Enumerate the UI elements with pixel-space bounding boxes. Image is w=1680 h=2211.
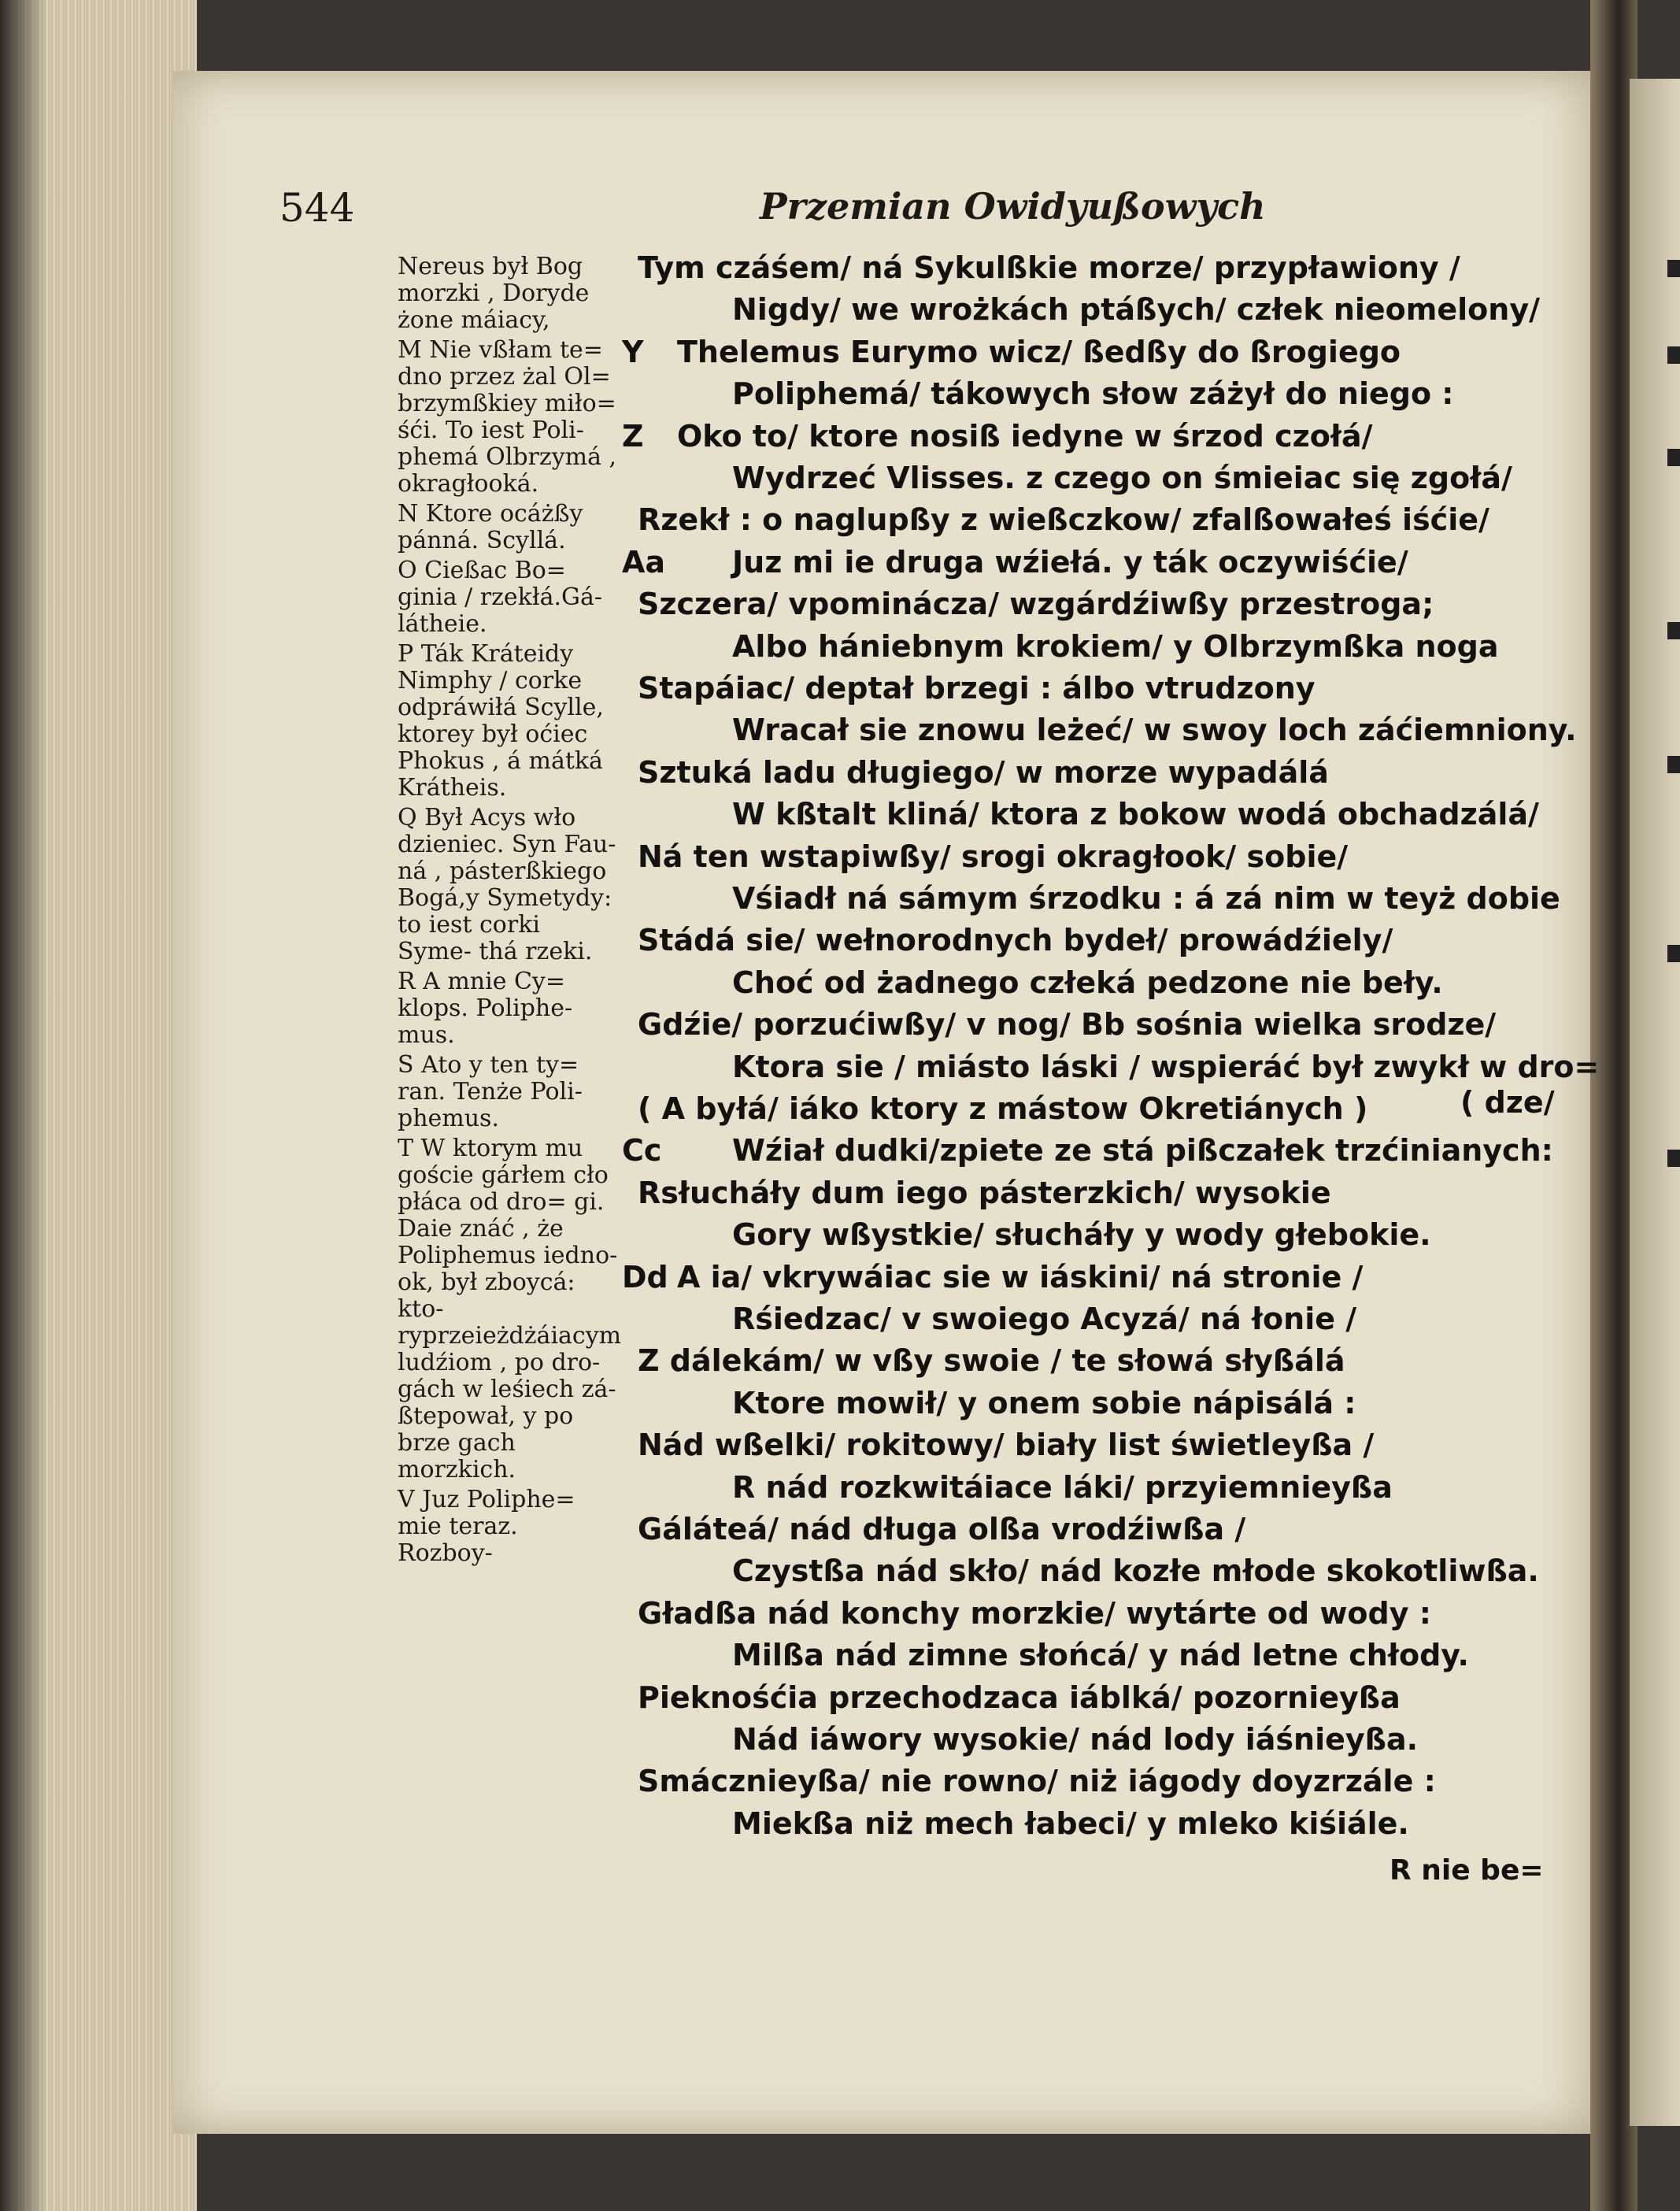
- verse-line: Wydrzeć Vlisses. z czego on śmieiac się zgołá/: [732, 461, 1512, 495]
- verse-line: Albo hániebnym krokiem/ y Olbrzymßka noga: [732, 629, 1499, 664]
- verse-line: Nigdy/ we wrożkách ptáßych/ człek nieomelony/: [732, 292, 1540, 327]
- verse-line: ( A byłá/ iáko ktory z mástow Okretiánych ): [638, 1091, 1368, 1126]
- gloss-note: S Ato y ten ty= ran. Tenże Poli- phemus.: [398, 1051, 583, 1132]
- verse-line: Stapáiac/ deptał brzegi : álbo vtrudzony: [638, 671, 1316, 706]
- verse-line: Rzekł : o naglupßy z wießczkow/ zfalßowałeś iśćie/: [638, 502, 1489, 537]
- page-number: 544: [279, 185, 355, 231]
- verse-line: Rśiedzac/ v swoiego Acyzá/ ná łonie /: [732, 1302, 1357, 1336]
- verse-marginal-letter: Dd: [622, 1260, 668, 1294]
- verse-marginal-letter: Z: [622, 419, 644, 454]
- gloss-note: T W ktorym mu goście gárłem cło płáca od dro= gi. Daie znáć , że Poliphemus iedno- ok, był zboycá: kto- ryprzeieżdżáiacym ludźiom , po dro- gách w leśiech zá- ßtepował, y po brze gach morzkich.: [398, 1135, 622, 1483]
- verse-line: Gładßa nád konchy morzkie/ wytárte od wody :: [638, 1596, 1431, 1631]
- gloss-note: V Juz Poliphe= mie teraz. Rozboy-: [398, 1486, 575, 1567]
- verse-line: R nád rozkwitáiace láki/ przyiemnieyßa: [732, 1470, 1393, 1505]
- verse-line: Choć od żadnego człeká pedzone nie beły.: [732, 965, 1443, 1000]
- verse-line: Czystßa nád skło/ nád kozłe młode skokotliwßa.: [732, 1554, 1539, 1588]
- verse-line: Z dálekám/ w vßy swoie / te słowá słyßálá: [638, 1343, 1345, 1378]
- page-shadow: [0, 0, 47, 2211]
- verse-line: Pieknośćia przechodzaca iáblká/ pozornieyßa: [638, 1680, 1401, 1715]
- gloss-note: Q Był Acys wło dzieniec. Syn Fau- ná , pásterßkiego Bogá,y Symetydy: to iest corki Syme- thá rzeki.: [398, 804, 616, 965]
- verse-line: Wracał sie znowu leżeć/ w swoy loch záćiemniony.: [732, 713, 1577, 747]
- verse-line: Oko to/ ktore nosiß iedyne w śrzod czołá/: [677, 419, 1373, 454]
- gloss-note: R A mnie Cy= klops. Poliphe- mus.: [398, 968, 573, 1049]
- gloss-note: P Ták Kráteidy Nimphy / corke odpráwiłá Scylle, ktorey był oćiec Phokus , á mátká Krátheis.: [398, 640, 604, 802]
- verse-line: Stádá sie/ wełnorodnych bydeł/ prowádźiely/: [638, 923, 1393, 957]
- facing-page-fragment: [1667, 449, 1680, 466]
- verse-line: Ná ten wstapiwßy/ srogi okragłook/ sobie/: [638, 839, 1349, 874]
- gloss-note: N Ktore ocáżßy pánná. Scyllá.: [398, 500, 583, 554]
- running-title: Przemian Owidyußowych: [760, 185, 1266, 228]
- gloss-note: Nereus był Bog morzki , Doryde żone máiacy,: [398, 253, 590, 334]
- verse-line: Juz mi ie druga wźiełá. y ták oczywiśćie/: [732, 545, 1408, 580]
- facing-page-fragment: [1667, 260, 1680, 277]
- gloss-note: O Cießac Bo= ginia / rzekłá.Gá- látheie.: [398, 557, 602, 638]
- verse-line: Ktora sie / miásto láski / wspieráć był zwykł w dro=: [732, 1050, 1600, 1084]
- verse-line: Rsłucháły dum iego pásterzkich/ wysokie: [638, 1176, 1331, 1210]
- verse-line: Thelemus Eurymo wicz/ ßedßy do ßrogiego: [677, 335, 1401, 369]
- verse-line: Miekßa niż mech łabeci/ y mleko kiśiále.: [732, 1806, 1409, 1841]
- facing-page-fragment: [1667, 756, 1680, 773]
- verse-line: Vśiadł ná sámym śrzodku : á zá nim w teyż dobie: [732, 881, 1560, 916]
- verse-line: A ia/ vkrywáiac sie w iáskini/ ná stronie /: [677, 1260, 1364, 1294]
- catchword: R nie be=: [1390, 1854, 1544, 1887]
- verse-line: Smácznieyßa/ nie rowno/ niż iágody doyzrzále :: [638, 1764, 1436, 1798]
- facing-page-fragment: [1667, 945, 1680, 962]
- verse-line: Nád iáwory wysokie/ nád lody iáśnieyßa.: [732, 1722, 1419, 1757]
- verse-line: Szczera/ vpominácza/ wzgárdźiwßy przestroga;: [638, 587, 1434, 621]
- verse-line: W kßtalt kliná/ ktora z bokow wodá obchadzálá/: [732, 797, 1539, 831]
- verse-line: Sztuká ladu długiego/ w morze wypadálá: [638, 755, 1329, 790]
- facing-page-fragment: [1667, 622, 1680, 639]
- verse-line: Gdźie/ porzućiwßy/ v nog/ Bb sośnia wielka srodze/: [638, 1007, 1497, 1042]
- verse-line: Tym czáśem/ ná Sykulßkie morze/ przypławiony /: [638, 250, 1460, 285]
- gloss-note: M Nie vßłam te= dno przez żal Ol= brzymßkiey miło= śći. To iest Poli- phemá Olbrzymá , okragłooká.: [398, 336, 617, 498]
- marginal-gloss: [398, 253, 622, 1570]
- verse-marginal-letter: Aa: [622, 545, 666, 580]
- verse-marginal-letter: Cc: [622, 1133, 662, 1168]
- facing-page-edge: [1630, 79, 1680, 2126]
- verse-line: Gáláteá/ nád długa olßa vrodźiwßa /: [638, 1512, 1246, 1546]
- facing-page-fragment: [1667, 1150, 1680, 1167]
- verse-line: Wźiał dudki/zpiete ze stá pißczałek trzćinianych:: [732, 1133, 1553, 1168]
- verse-line: Nád wßelki/ rokitowy/ biały list świetleyßa /: [638, 1428, 1375, 1462]
- verse-line: Poliphemá/ tákowych słow záżył do niego :: [732, 376, 1454, 411]
- verse-line: Milßa nád zimne słońcá/ y nád letne chłody.: [732, 1638, 1469, 1672]
- verse-line: Ktore mowił/ y onem sobie nápisálá :: [732, 1386, 1356, 1420]
- verse-runover: ( dze/: [1460, 1085, 1555, 1120]
- facing-page-fragment: [1667, 346, 1680, 364]
- verse-marginal-letter: Y: [622, 335, 644, 369]
- verse-line: Gory wßystkie/ słucháły y wody głebokie.: [732, 1217, 1431, 1252]
